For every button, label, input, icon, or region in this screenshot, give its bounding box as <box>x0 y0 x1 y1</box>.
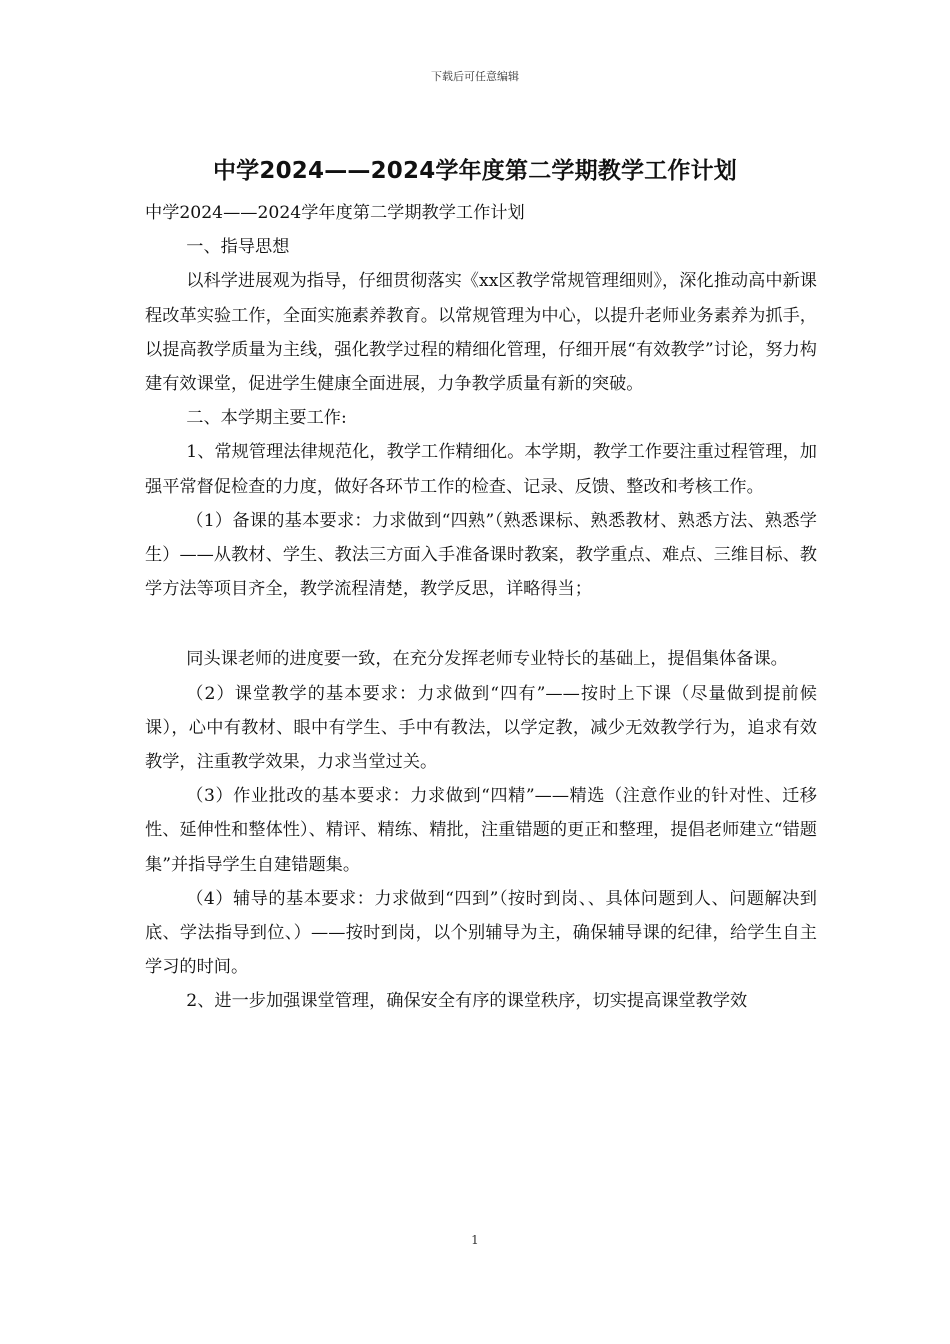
document-body <box>145 196 817 1019</box>
paragraph-lesson-prep: （1）备课的基本要求：力求做到“四熟”（熟悉课标、熟悉教材、熟悉方法、熟悉学生）——从教材、学生、教法三方面入手准备课时教案，教学重点、难点、三维目标、教学方法等项目齐全，教学流程清楚，教学反思，详略得当； <box>145 510 817 600</box>
paragraph-tutoring: （4）辅导的基本要求：力求做到“四到”（按时到岗、、具体问题到人、问题解决到底、学法指导到位、）——按时到岗，以个别辅导为主，确保辅导课的纪律，给学生自主学习的时间。 <box>145 888 817 978</box>
page-number: 1 <box>471 1233 479 1247</box>
paragraph-collective-prep: 同头课老师的进度要一致，在充分发挥老师专业特长的基础上，提倡集体备课。 <box>186 649 788 670</box>
paragraph-classroom-management: 2、进一步加强课堂管理，确保安全有序的课堂秩序，切实提高课堂教学效 <box>186 991 748 1012</box>
section-heading-guiding-thought: 一、指导思想 <box>186 237 290 258</box>
subtitle-paragraph: 中学2024——2024学年度第二学期教学工作计划 <box>145 203 525 223</box>
paragraph-guiding-thought: 以科学进展观为指导，仔细贯彻落实《xx区教学常规管理细则》，深化推动高中新课程改革实验工作，全面实施素养教育。以常规管理为中心，以提升老师业务素养为抓手，以提高教学质量为主线，强化教学过程的精细化管理，仔细开展“有效教学”讨论，努力构建有效课堂，促进学生健康全面进展，力争教学质量有新的突破。 <box>145 271 817 395</box>
paragraph-classroom-teaching: （2）课堂教学的基本要求：力求做到“四有”——按时上下课（尽量做到提前候课），心中有教材、眼中有学生、手中有教法，以学定教，减少无效教学行为，追求有效教学，注重教学效果，力求当堂过关。 <box>145 683 817 773</box>
paragraph-routine-management: 1、常规管理法律规范化，教学工作精细化。本学期，教学工作要注重过程管理，加强平常督促检查的力度，做好各环节工作的检查、记录、反馈、整改和考核工作。 <box>145 442 817 497</box>
paragraph-homework-grading: （3）作业批改的基本要求：力求做到“四精”——精选（注意作业的针对性、迁移性、延伸性和整体性）、精评、精练、精批，注重错题的更正和整理，提倡老师建立“错题集”并指导学生自建错题集。 <box>145 786 817 875</box>
section-heading-main-work: 二、本学期主要工作: <box>186 408 347 429</box>
paragraph-gap <box>145 606 817 642</box>
document-title: 中学2024——2024学年度第二学期教学工作计划 <box>212 158 738 184</box>
page-header-note: 下载后可任意编辑 <box>431 70 519 83</box>
